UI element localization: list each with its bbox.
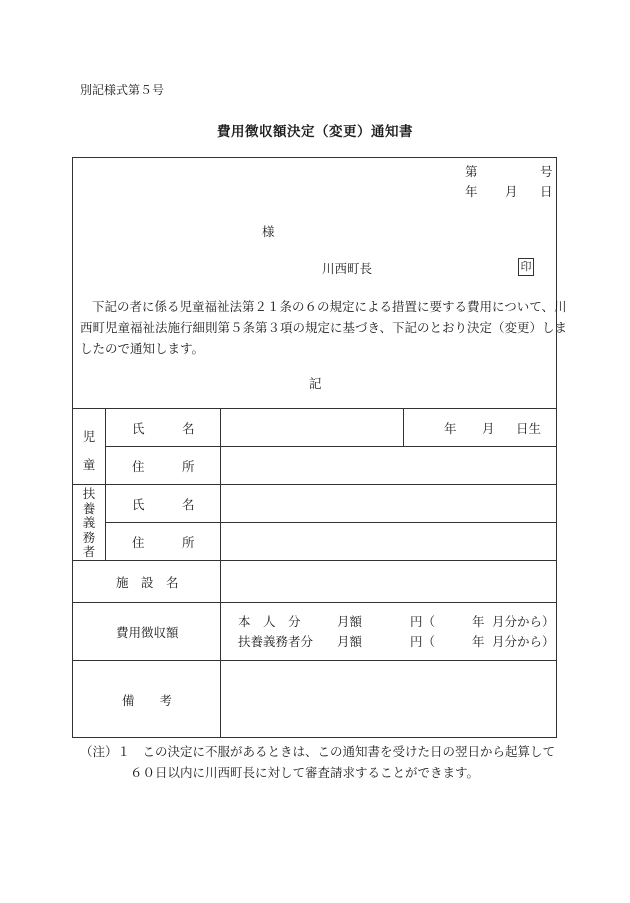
notice-body-line: 西町児童福祉法施行細則第５条第３項の規定に基づき、下記のとおり決定（変更）しま: [80, 320, 568, 335]
date-day: 日: [540, 184, 553, 199]
ki-heading: 記: [309, 376, 322, 391]
issuer-name: 川西町長: [322, 261, 373, 276]
guardian-name-label: 氏 名: [132, 497, 195, 512]
number-prefix: 第: [465, 164, 478, 179]
fee-row-yen: 円（: [410, 634, 436, 649]
guardian-group-label: 扶養義務者: [82, 486, 96, 559]
fee-row-who: 扶養義務者分: [238, 634, 314, 649]
form-frame: [72, 157, 568, 738]
footnote: [80, 741, 555, 783]
seal-mark: 印: [518, 258, 534, 276]
document-title: 費用徴収額決定（変更）通知書: [217, 124, 413, 140]
number-suffix: 号: [540, 164, 553, 179]
divider-facility-fee: [72, 602, 557, 603]
divider-header-table: [72, 408, 557, 409]
birth-month: 月: [482, 421, 495, 436]
birth-day: 日生: [516, 421, 542, 436]
fee-label: 費用徴収額: [116, 625, 179, 640]
fee-row-yen: 円（: [410, 614, 436, 629]
notice-body-line: したので通知します。: [80, 341, 205, 356]
divider-group-column: [105, 408, 106, 560]
divider-child-guardian: [72, 484, 557, 485]
addressee-suffix: 様: [262, 224, 275, 239]
divider-birthdate-column: [403, 408, 404, 446]
fee-row-who: 本 人 分: [238, 614, 301, 629]
fee-row-monthly: 月額: [337, 634, 363, 649]
child-group-label: 児童: [82, 429, 96, 472]
notice-body: [80, 296, 568, 359]
date-year: 年: [465, 184, 478, 199]
form-number: 別記様式第５号: [80, 83, 165, 97]
footnote-line: ６０日以内に川西町長に対して審査請求することができます。: [130, 765, 480, 780]
child-address-label: 住 所: [132, 459, 195, 474]
guardian-address-label: 住 所: [132, 535, 195, 550]
divider-label-column: [220, 408, 221, 738]
fee-row-monthly: 月額: [337, 614, 363, 629]
child-name-label: 氏 名: [132, 421, 195, 436]
fee-row-year: 年: [472, 634, 485, 649]
date-month: 月: [505, 184, 518, 199]
divider-child-rows: [105, 446, 557, 447]
fee-row-year: 年: [472, 614, 485, 629]
fee-row-month-from: 月分から）: [492, 634, 555, 649]
facility-label: 施 設 名: [116, 575, 179, 590]
fee-row-month-from: 月分から）: [492, 614, 555, 629]
birth-year: 年: [444, 421, 457, 436]
remarks-label: 備 考: [122, 693, 173, 708]
footnote-line: （注）１ この決定に不服があるときは、この通知書を受けた日の翌日から起算して: [80, 744, 556, 759]
divider-guardian-rows: [105, 522, 557, 523]
divider-fee-remarks: [72, 660, 557, 661]
notice-body-line: 下記の者に係る児童福祉法第２１条の６の規定による措置に要する費用について、川: [92, 299, 567, 314]
divider-guardian-facility: [72, 560, 557, 561]
